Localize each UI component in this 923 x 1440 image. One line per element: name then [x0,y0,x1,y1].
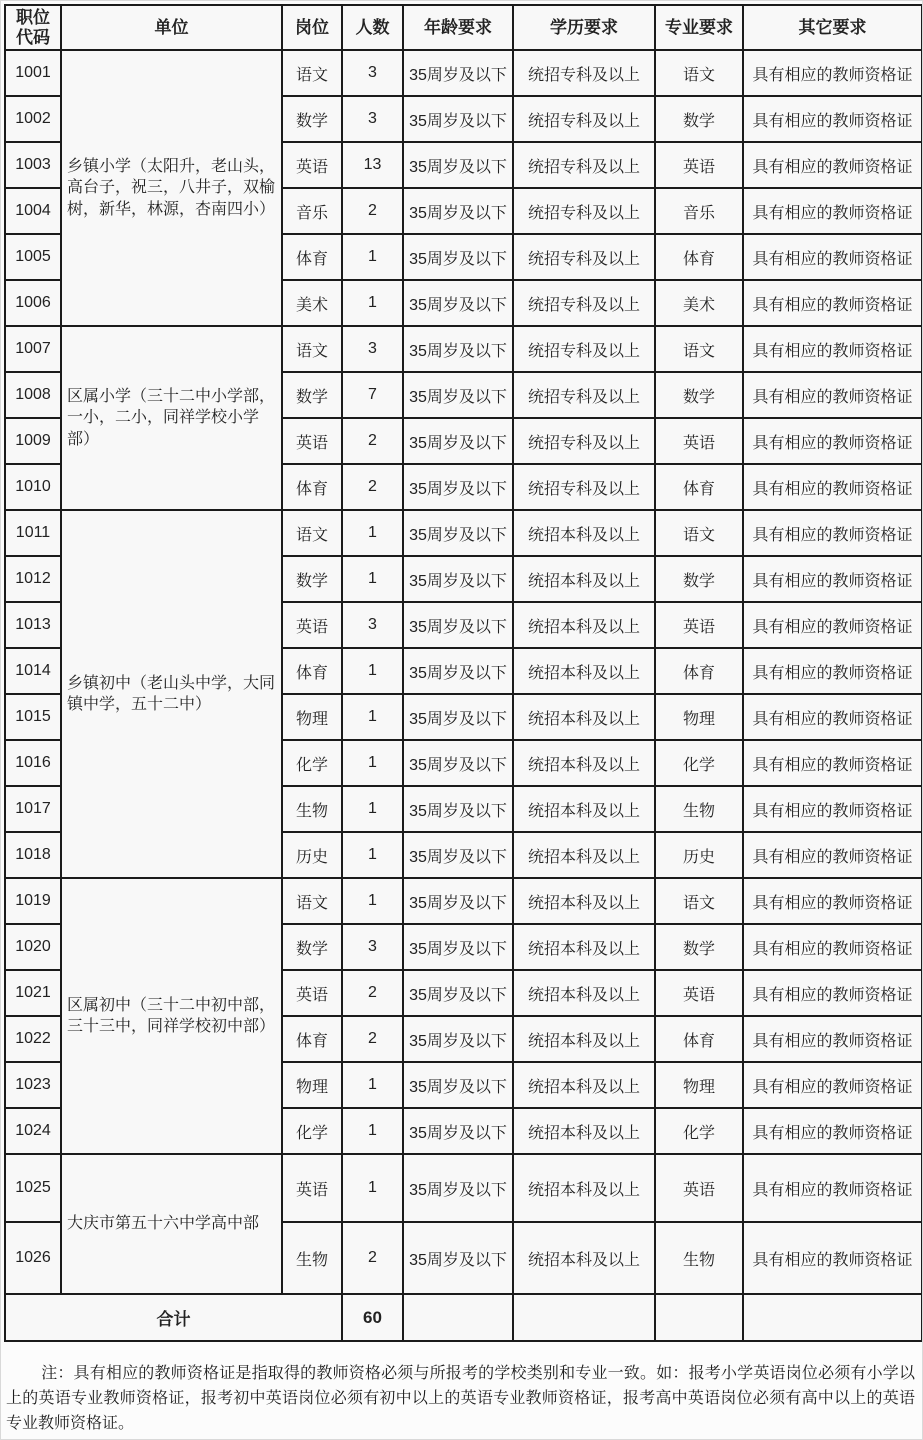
other-cell: 具有相应的教师资格证 [743,234,922,280]
age-cell: 35周岁及以下 [403,510,513,556]
unit-cell: 乡镇小学（太阳升，老山头，高台子，祝三，八井子，双榆树，新华，林源，杏南四小） [61,50,282,326]
count-cell: 1 [342,234,403,280]
major-cell: 物理 [655,694,743,740]
age-cell: 35周岁及以下 [403,464,513,510]
table-body [5,50,922,1341]
count-cell: 1 [342,740,403,786]
other-cell: 具有相应的教师资格证 [743,372,922,418]
education-cell: 统招本科及以上 [513,1108,655,1154]
position-code-cell: 1009 [5,418,61,464]
count-cell: 2 [342,1016,403,1062]
position-code-cell: 1025 [5,1154,61,1222]
position-code-cell: 1003 [5,142,61,188]
age-cell: 35周岁及以下 [403,648,513,694]
count-cell: 2 [342,970,403,1016]
education-cell: 统招本科及以上 [513,510,655,556]
count-cell: 1 [342,556,403,602]
other-cell: 具有相应的教师资格证 [743,878,922,924]
position-cell: 数学 [282,556,342,602]
position-cell: 语文 [282,878,342,924]
other-cell: 具有相应的教师资格证 [743,142,922,188]
education-cell: 统招专科及以上 [513,464,655,510]
age-cell: 35周岁及以下 [403,1062,513,1108]
age-cell: 35周岁及以下 [403,970,513,1016]
age-cell: 35周岁及以下 [403,188,513,234]
position-cell: 体育 [282,464,342,510]
count-cell: 13 [342,142,403,188]
position-cell: 体育 [282,1016,342,1062]
education-cell: 统招本科及以上 [513,878,655,924]
table-row [5,510,922,556]
position-code-cell: 1022 [5,1016,61,1062]
education-cell: 统招本科及以上 [513,924,655,970]
position-code-cell: 1015 [5,694,61,740]
education-cell: 统招本科及以上 [513,740,655,786]
empty-cell [403,1294,513,1341]
count-cell: 1 [342,510,403,556]
position-code-cell: 1021 [5,970,61,1016]
position-code-cell: 1012 [5,556,61,602]
position-cell: 物理 [282,1062,342,1108]
count-cell: 2 [342,188,403,234]
education-cell: 统招专科及以上 [513,326,655,372]
count-cell: 1 [342,786,403,832]
education-cell: 统招专科及以上 [513,372,655,418]
unit-cell: 区属小学（三十二中小学部，一小，二小，同祥学校小学部） [61,326,282,510]
position-cell: 生物 [282,1222,342,1294]
age-cell: 35周岁及以下 [403,50,513,96]
count-cell: 1 [342,1154,403,1222]
total-label-cell: 合计 [5,1294,342,1341]
age-cell: 35周岁及以下 [403,1016,513,1062]
position-code-cell: 1005 [5,234,61,280]
major-cell: 英语 [655,418,743,464]
position-cell: 英语 [282,418,342,464]
position-code-cell: 1007 [5,326,61,372]
table-row [5,50,922,96]
count-cell: 3 [342,924,403,970]
other-cell: 具有相应的教师资格证 [743,556,922,602]
major-cell: 英语 [655,970,743,1016]
count-cell: 3 [342,50,403,96]
other-cell: 具有相应的教师资格证 [743,924,922,970]
count-cell: 1 [342,878,403,924]
other-cell: 具有相应的教师资格证 [743,694,922,740]
major-cell: 体育 [655,648,743,694]
total-count-cell: 60 [342,1294,403,1341]
major-cell: 生物 [655,1222,743,1294]
other-cell: 具有相应的教师资格证 [743,280,922,326]
other-cell: 具有相应的教师资格证 [743,464,922,510]
education-cell: 统招本科及以上 [513,1062,655,1108]
education-cell: 统招专科及以上 [513,188,655,234]
count-cell: 3 [342,602,403,648]
major-cell: 语文 [655,50,743,96]
position-cell: 英语 [282,142,342,188]
major-cell: 音乐 [655,188,743,234]
position-cell: 语文 [282,326,342,372]
education-cell: 统招专科及以上 [513,280,655,326]
position-code-cell: 1017 [5,786,61,832]
major-cell: 数学 [655,372,743,418]
major-cell: 英语 [655,142,743,188]
unit-cell: 区属初中（三十二中初中部，三十三中，同祥学校初中部） [61,878,282,1154]
education-cell: 统招本科及以上 [513,648,655,694]
major-cell: 语文 [655,878,743,924]
position-code-cell: 1014 [5,648,61,694]
education-cell: 统招本科及以上 [513,556,655,602]
column-header: 学历要求 [513,5,655,50]
empty-cell [513,1294,655,1341]
other-cell: 具有相应的教师资格证 [743,602,922,648]
major-cell: 体育 [655,1016,743,1062]
age-cell: 35周岁及以下 [403,280,513,326]
other-cell: 具有相应的教师资格证 [743,188,922,234]
position-code-cell: 1001 [5,50,61,96]
position-cell: 体育 [282,648,342,694]
position-cell: 英语 [282,602,342,648]
position-cell: 生物 [282,786,342,832]
age-cell: 35周岁及以下 [403,372,513,418]
major-cell: 生物 [655,786,743,832]
other-cell: 具有相应的教师资格证 [743,1062,922,1108]
other-cell: 具有相应的教师资格证 [743,418,922,464]
major-cell: 历史 [655,832,743,878]
total-row [5,1294,922,1341]
position-code-cell: 1011 [5,510,61,556]
age-cell: 35周岁及以下 [403,924,513,970]
position-cell: 音乐 [282,188,342,234]
count-cell: 1 [342,694,403,740]
position-cell: 数学 [282,924,342,970]
empty-cell [743,1294,922,1341]
age-cell: 35周岁及以下 [403,418,513,464]
header-row [5,5,922,50]
empty-cell [655,1294,743,1341]
count-cell: 2 [342,464,403,510]
education-cell: 统招专科及以上 [513,96,655,142]
position-cell: 数学 [282,372,342,418]
age-cell: 35周岁及以下 [403,786,513,832]
position-cell: 物理 [282,694,342,740]
position-cell: 语文 [282,510,342,556]
column-header: 单位 [61,5,282,50]
major-cell: 数学 [655,924,743,970]
major-cell: 体育 [655,464,743,510]
major-cell: 数学 [655,96,743,142]
education-cell: 统招专科及以上 [513,234,655,280]
other-cell: 具有相应的教师资格证 [743,648,922,694]
education-cell: 统招本科及以上 [513,694,655,740]
age-cell: 35周岁及以下 [403,694,513,740]
count-cell: 1 [342,648,403,694]
position-cell: 体育 [282,234,342,280]
education-cell: 统招专科及以上 [513,50,655,96]
count-cell: 3 [342,96,403,142]
column-header: 职位代码 [5,5,61,50]
education-cell: 统招本科及以上 [513,832,655,878]
education-cell: 统招本科及以上 [513,970,655,1016]
table-header [5,5,922,50]
age-cell: 35周岁及以下 [403,1154,513,1222]
column-header: 人数 [342,5,403,50]
column-header: 年龄要求 [403,5,513,50]
major-cell: 英语 [655,602,743,648]
position-code-cell: 1020 [5,924,61,970]
count-cell: 2 [342,1222,403,1294]
unit-cell: 乡镇初中（老山头中学，大同镇中学，五十二中） [61,510,282,878]
other-cell: 具有相应的教师资格证 [743,510,922,556]
count-cell: 2 [342,418,403,464]
position-code-cell: 1002 [5,96,61,142]
major-cell: 体育 [655,234,743,280]
position-code-cell: 1016 [5,740,61,786]
education-cell: 统招专科及以上 [513,142,655,188]
age-cell: 35周岁及以下 [403,1108,513,1154]
position-code-cell: 1023 [5,1062,61,1108]
position-code-cell: 1006 [5,280,61,326]
table-row [5,326,922,372]
age-cell: 35周岁及以下 [403,602,513,648]
count-cell: 1 [342,1108,403,1154]
count-cell: 1 [342,832,403,878]
other-cell: 具有相应的教师资格证 [743,740,922,786]
age-cell: 35周岁及以下 [403,326,513,372]
major-cell: 语文 [655,326,743,372]
footnote: 注：具有相应的教师资格证是指取得的教师资格必须与所报考的学校类别和专业一致。如：报考小学英语岗位必须有小学以上的英语专业教师资格证，报考初中英语岗位必须有初中以上的英语专业教师资格证，报考高中英语岗位必须有高中以上的英语专业教师资格证。 [6,1365,915,1432]
major-cell: 物理 [655,1062,743,1108]
position-code-cell: 1010 [5,464,61,510]
education-cell: 统招本科及以上 [513,602,655,648]
table-row [5,878,922,924]
other-cell: 具有相应的教师资格证 [743,970,922,1016]
position-cell: 历史 [282,832,342,878]
age-cell: 35周岁及以下 [403,740,513,786]
position-cell: 化学 [282,740,342,786]
major-cell: 语文 [655,510,743,556]
major-cell: 数学 [655,556,743,602]
position-cell: 英语 [282,970,342,1016]
other-cell: 具有相应的教师资格证 [743,1016,922,1062]
position-cell: 数学 [282,96,342,142]
column-header: 岗位 [282,5,342,50]
major-cell: 化学 [655,1108,743,1154]
position-code-cell: 1008 [5,372,61,418]
education-cell: 统招本科及以上 [513,786,655,832]
age-cell: 35周岁及以下 [403,832,513,878]
position-code-cell: 1026 [5,1222,61,1294]
major-cell: 英语 [655,1154,743,1222]
age-cell: 35周岁及以下 [403,1222,513,1294]
age-cell: 35周岁及以下 [403,142,513,188]
education-cell: 统招本科及以上 [513,1016,655,1062]
column-header: 其它要求 [743,5,922,50]
major-cell: 化学 [655,740,743,786]
position-code-cell: 1004 [5,188,61,234]
count-cell: 7 [342,372,403,418]
position-cell: 语文 [282,50,342,96]
other-cell: 具有相应的教师资格证 [743,50,922,96]
position-cell: 化学 [282,1108,342,1154]
other-cell: 具有相应的教师资格证 [743,832,922,878]
other-cell: 具有相应的教师资格证 [743,1154,922,1222]
column-header: 专业要求 [655,5,743,50]
age-cell: 35周岁及以下 [403,878,513,924]
position-cell: 英语 [282,1154,342,1222]
position-table [4,4,923,1342]
major-cell: 美术 [655,280,743,326]
count-cell: 1 [342,1062,403,1108]
position-code-cell: 1013 [5,602,61,648]
age-cell: 35周岁及以下 [403,556,513,602]
age-cell: 35周岁及以下 [403,96,513,142]
other-cell: 具有相应的教师资格证 [743,786,922,832]
other-cell: 具有相应的教师资格证 [743,96,922,142]
unit-cell: 大庆市第五十六中学高中部 [61,1154,282,1294]
table-row [5,1154,922,1222]
position-code-cell: 1024 [5,1108,61,1154]
position-cell: 美术 [282,280,342,326]
other-cell: 具有相应的教师资格证 [743,1222,922,1294]
other-cell: 具有相应的教师资格证 [743,326,922,372]
count-cell: 1 [342,280,403,326]
count-cell: 3 [342,326,403,372]
position-code-cell: 1019 [5,878,61,924]
age-cell: 35周岁及以下 [403,234,513,280]
education-cell: 统招本科及以上 [513,1222,655,1294]
education-cell: 统招本科及以上 [513,1154,655,1222]
position-code-cell: 1018 [5,832,61,878]
other-cell: 具有相应的教师资格证 [743,1108,922,1154]
education-cell: 统招专科及以上 [513,418,655,464]
